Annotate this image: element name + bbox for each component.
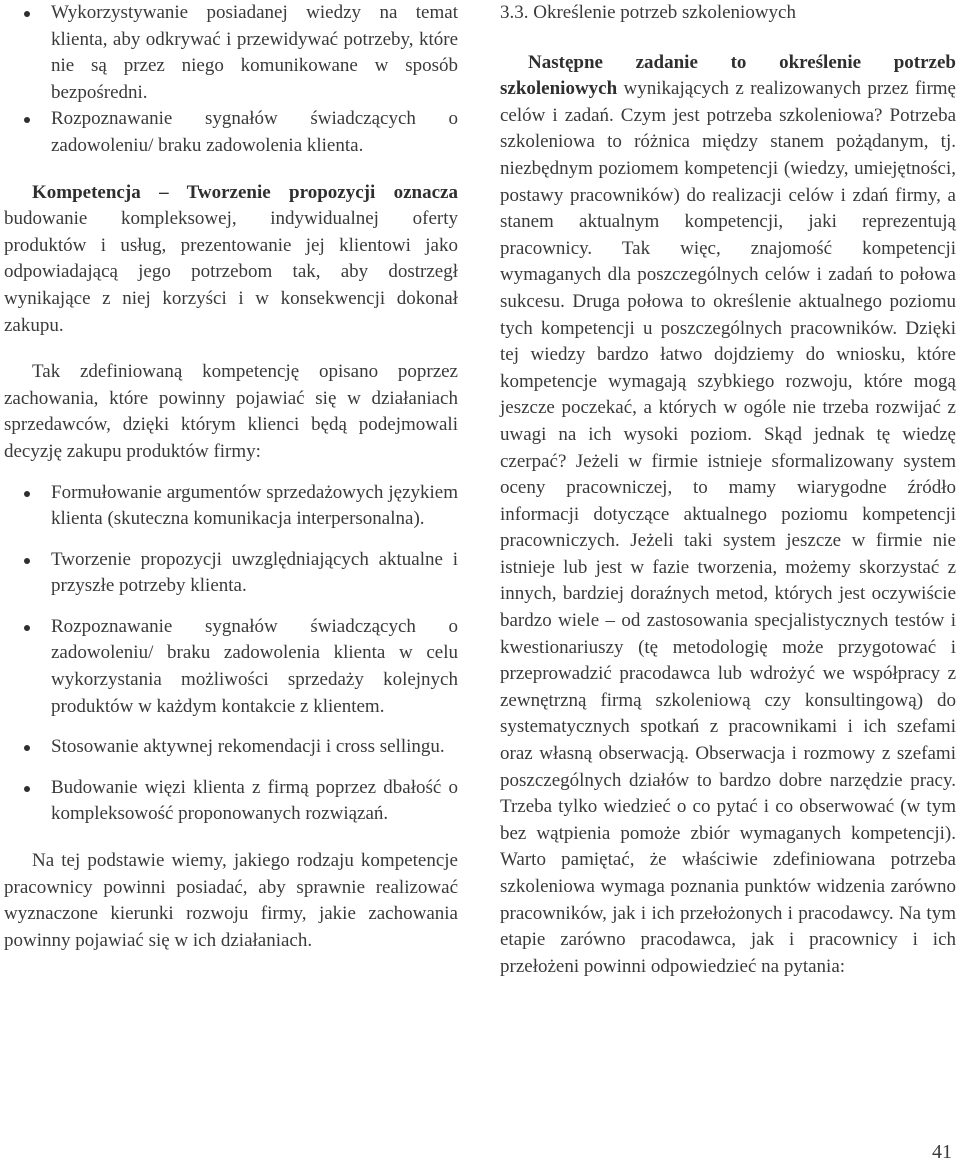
behaviors-intro: Tak zdefiniowaną kompetencję opisano poprzez zachowania, które powinny pojawiać się w działaniach sprzedawców, dzięki którym klienci będą podejmowali decyzję zakupu produktów firmy: <box>4 361 458 462</box>
list-item: Wykorzystywanie posiadanej wiedzy na temat klienta, aby odkrywać i przewidywać potrzeby, które nie są przez niego komunikowane w sposób bezpośredni. <box>4 0 458 106</box>
training-needs-paragraph: Następne zadanie to określenie potrzeb szkoleniowych wynikających z realizowanych przez firmę celów i zadań. Czym jest potrzeba szkoleniowa? Potrzeba szkoleniowa to różnica między stanem pożądanym, tj. niezbędnym poziomem kompetencji (wiedzy, umiejętności, postawy pracowników) do realizacji celów i zdań firmy, a stanem aktualnym kompetencji, jaki reprezentują pracownicy. Tak więc, znajomość kompetencji wymaganych dla poszczególnych celów i zadań to połowa sukcesu. Druga połowa to określenie aktualnego poziomu tych kompetencji u poszczególnych pracowników. Dzięki tej wiedzy bardzo łatwo dojdziemy do wniosku, które kompetencje wymagają szybkiego rozwoju, które mogą jeszcze poczekać, a których w ogóle nie trzeba rozwijać z uwagi na ich wysoki poziom. Skąd jednak tę wiedzę czerpać? Jeżeli w firmie istnieje sformalizowany system oceny pracowniczej, to mamy wiarygodne źródło informacji dotyczące aktualnego poziomu kompetencji pracowniczych. Jeżeli taki system jeszcze w firmie nie istnieje lub jest w fazie tworzenia, możemy skorzystać z innych, bardziej doraźnych metod, których jest oczywiście bardzo wiele – od zastosowania specjalistycznych testów i kwestionariuszy (tę metodologię może przygotować i przeprowadzić pracodawca lub wdrożyć we współpracy z zewnętrzną firmą szkoleniową czy konsultingową) do systematycznych spotkań z pracownikami i ich szefami oraz własną obserwacją. Obserwacja i rozmowy z szefami poszczególnych działów to bardzo dobre narzędzie pracy. Trzeba tylko wiedzieć o co pytać i co obserwować (w tym bez wątpienia pomoże zbiór wymaganych kompetencji). Warto pamiętać, że właściwie zdefiniowana potrzeba szkoleniowa wymaga poznania punktów widzenia zarówno pracowników, jak i ich przełożonych i pracodawcy. Na tym etapie zarówno pracodawca, jak i pracownicy i ich przełożeni powinni odpowiedzieć na pytania: <box>500 51 956 977</box>
section-heading: 3.3. Określenie potrzeb szkoleniowych <box>500 2 796 23</box>
list-item: Rozpoznawanie sygnałów świadczących o zadowoleniu/ braku zadowolenia klienta w celu wykorzystania możliwości sprzedaży kolejnych produktów w każdym kontakcie z klientem. <box>4 614 458 720</box>
bullet-icon <box>24 117 30 123</box>
list-item: Budowanie więzi klienta z firmą poprzez dbałość o kompleksowość proponowanych rozwiązań. <box>4 775 458 828</box>
list-item: Rozpoznawanie sygnałów świadczących o zadowoleniu/ braku zadowolenia klienta. <box>4 106 458 159</box>
bullet-icon <box>24 625 30 631</box>
intro-bullet-list <box>4 0 458 160</box>
right-column <box>500 0 956 980</box>
bullet-icon <box>24 558 30 564</box>
left-column <box>4 0 458 954</box>
bullet-icon <box>24 786 30 792</box>
bullet-icon <box>24 491 30 497</box>
list-item: Tworzenie propozycji uwzględniających aktualne i przyszłe potrzeby klienta. <box>4 547 458 600</box>
competence-title: Kompetencja – Tworzenie propozycji oznacza <box>32 181 458 203</box>
list-item: Formułowanie argumentów sprzedażowych językiem klienta (skuteczna komunikacja interpersonalna). <box>4 480 458 533</box>
bullet-icon <box>24 11 30 17</box>
behavior-bullet-list <box>4 480 458 829</box>
list-item: Stosowanie aktywnej rekomendacji i cross sellingu. <box>4 734 458 761</box>
lead-bold: Następne zadanie to określenie potrzeb szkoleniowych <box>500 51 956 100</box>
competence-definition: Kompetencja – Tworzenie propozycji oznacza budowanie kompleksowej, indywidualnej oferty produktów i usług, prezentowanie jej klientowi jako odpowiadającą jego potrzebom tak, aby dostrzegł wynikające z niej korzyści i w konsekwencji dokonał zakupu. <box>4 181 458 336</box>
page-number: 41 <box>932 1141 952 1163</box>
closing-paragraph: Na tej podstawie wiemy, jakiego rodzaju kompetencje pracownicy powinni posiadać, aby sprawnie realizować wyznaczone kierunki rozwoju firmy, jakie zachowania powinny pojawiać się w ich działaniach. <box>4 850 458 951</box>
bullet-icon <box>24 745 30 751</box>
